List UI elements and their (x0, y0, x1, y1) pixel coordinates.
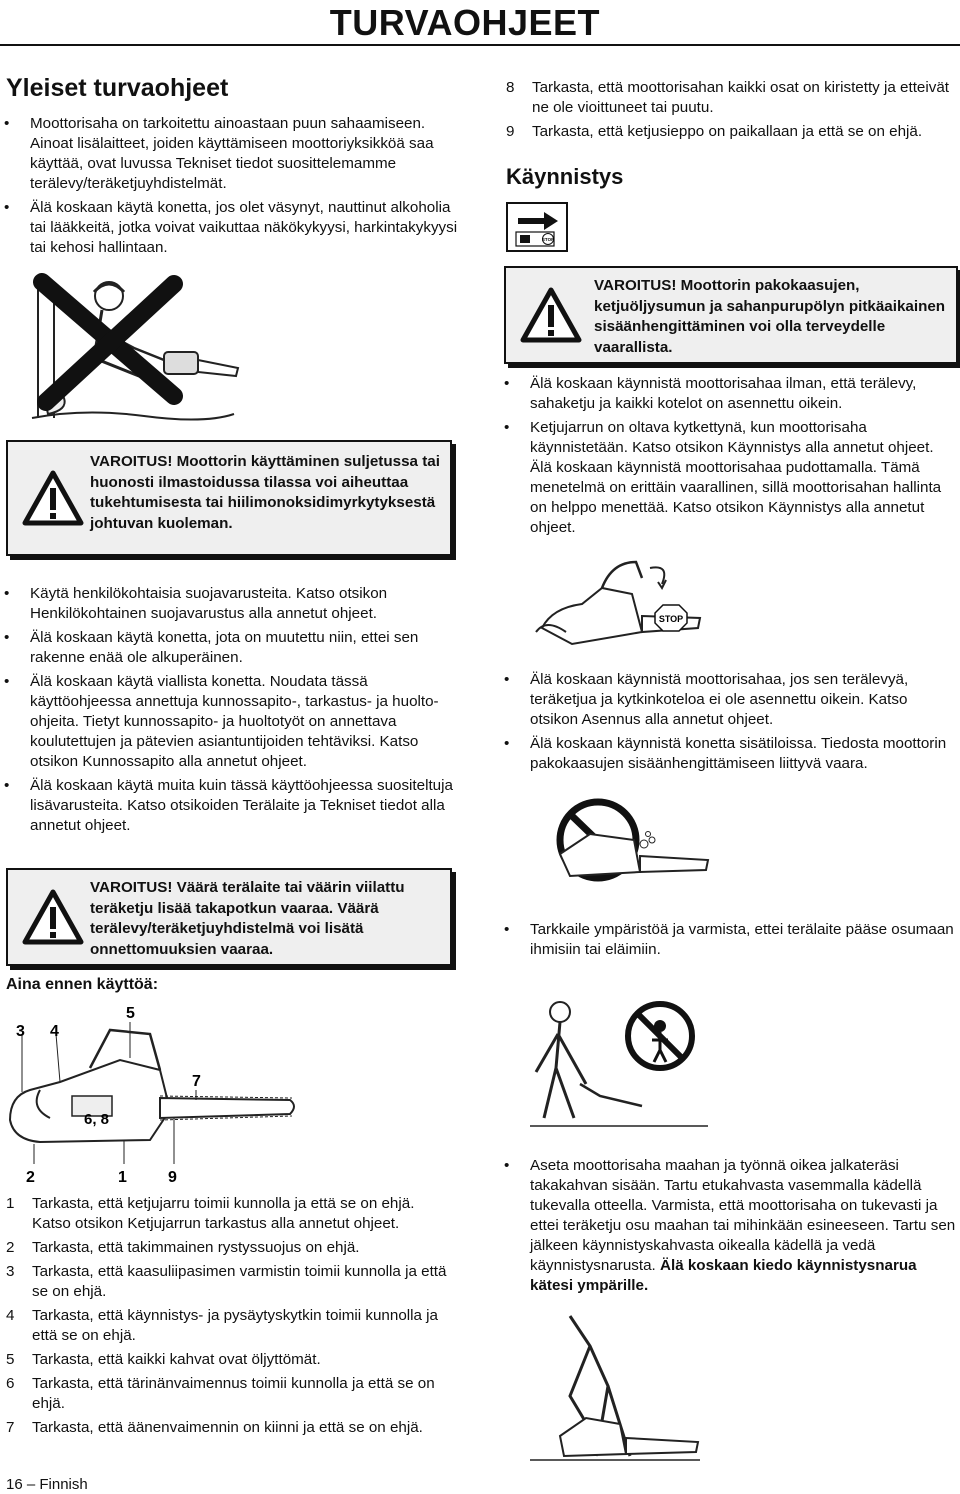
warning-triangle-icon (22, 470, 84, 526)
pre-use-checklist-continued (506, 78, 956, 146)
bold-warning-text: Älä koskaan kiedo käynnistysnarua kätesi ympärille. (530, 1257, 917, 1294)
diagram-label-1: 1 (118, 1169, 127, 1186)
diagram-label-4: 4 (50, 1023, 59, 1040)
no-indoor-use-illustration (530, 794, 710, 898)
header-rule (0, 44, 960, 46)
page-header-title: TURVAOHJEET (329, 2, 600, 43)
diagram-label-2: 2 (26, 1169, 35, 1186)
equipment-bullets (0, 584, 460, 840)
keep-distance-illustration (530, 988, 710, 1134)
list-item: 4 Tarkasta, että käynnistys- ja pysäytyskytkin toimii kunnolla ja että se on ehjä. (6, 1307, 439, 1344)
stop-label: STOP (658, 614, 684, 624)
warning-text: VAROITUS! Moottorin pakokaasujen, ketjuöljysumun ja sahanpurupölyn pitkäaikainen sisäänhengittäminen voi olla terveydelle vaarallista. (594, 277, 946, 356)
list-item: • Ketjujarrun on oltava kytkettynä, kun moottorisaha käynnistetään. Katso otsikon Käynnistys alla annetut ohjeet. Älä koskaan käynnistä moottorisahaa pudottamalla. Tämä menetelmä on erittäin vaarallinen, sillä moottorisahan hallinta on helppo menettää. Katso otsikon Käynnistys alla annetut ohjeet. (500, 418, 956, 538)
list-item: 3 Tarkasta, että kaasuliipasimen varmistin toimii kunnolla ja että se on ehjä. (6, 1263, 447, 1300)
warning-text: VAROITUS! Väärä terälaite tai väärin viilattu teräketju lisää takapotkun vaaraa. Väärä terälevy/teräketjuyhdistelmä voi lisätä onnettomuuksien vaaraa. (90, 879, 405, 958)
diagram-label-9: 9 (168, 1169, 177, 1186)
warning-box-exhaust (504, 266, 958, 364)
list-item: • Tarkkaile ympäristöä ja varmista, ettei terälaite pääse osumaan ihmisiin tai eläimiin. (500, 920, 956, 960)
tired-operator-illustration (24, 268, 244, 424)
list-item: • Älä koskaan käytä viallista konetta. Noudata tässä käyttöohjeessa annettuja kunnossapito-, tarkastus- ja huolto-ohjeita. Tietyt kunnossapito- ja huoltotyöt on annettava koulutettujen ja pätevien asiantuntijoiden tehtäviksi. Katso otsikon Kunnossapito alla annetut ohjeet. (0, 672, 460, 772)
warning-box-kickback (6, 868, 452, 966)
surroundings-bullets (500, 920, 956, 964)
list-item: 8 Tarkasta, että moottorisahan kaikki osat on kiristetty ja etteivät ne ole vioittuneet tai puutu. (506, 79, 950, 116)
list-item: 7 Tarkasta, että äänenvaimennin on kiinni ja että se on ehjä. (6, 1419, 423, 1436)
list-item: • Käytä henkilökohtaisia suojavarusteita. Katso otsikon Henkilökohtainen suojavarustus alla annetut ohjeet. (0, 584, 460, 624)
list-item: 5 Tarkasta, että kaikki kahvat ovat öljyttömät. (6, 1351, 321, 1368)
starting-position-bullets (500, 1156, 956, 1300)
general-safety-bullets (0, 114, 460, 262)
chain-brake-illustration (532, 548, 702, 652)
warning-triangle-icon (520, 287, 582, 343)
list-item: 9 Tarkasta, että ketjusieppo on paikallaan ja että se on ehjä. (506, 123, 923, 140)
ground-start-illustration (530, 1306, 700, 1466)
list-item: • Älä koskaan käytä konetta, jos olet väsynyt, nauttinut alkoholia tai lääkkeitä, jotka voivat vaikuttaa näkökykyysi, harkintakykyysi tai kehosi hallintaan. (0, 198, 460, 258)
list-item: • Älä koskaan käynnistä moottorisahaa, jos sen terälevyä, teräketjua ja kytkinkoteloa ei ole asennettu oikein. Katso otsikon Asennus alla annetut ohjeet. (500, 670, 956, 730)
stop-label: STOP (541, 237, 555, 242)
list-item: • Älä koskaan käynnistä konetta sisätiloissa. Tiedosta moottorin pakokaasujen sisäänhengittämiseen liittyvä vaara. (500, 734, 956, 774)
diagram-label-7: 7 (192, 1073, 201, 1090)
list-item: • Älä koskaan käytä muita kuin tässä käyttöohjeessa suositeltuja lisävarusteita. Katso otsikoiden Terälaite ja Tekniset tiedot alla annetut ohjeet. (0, 776, 460, 836)
pre-use-checklist (6, 1194, 456, 1442)
warning-text: VAROITUS! Moottorin käyttäminen suljetussa tai huonosti ilmastoidussa tilassa voi aiheuttaa tukehtumisesta tai hiilimonoksidimyrkytyksestä johtuvan kuoleman. (90, 453, 440, 532)
diagram-label-3: 3 (16, 1023, 25, 1040)
diagram-label-5: 5 (126, 1005, 135, 1022)
chainsaw-parts-diagram (0, 1000, 300, 1186)
list-item: • Älä koskaan käynnistä moottorisahaa ilman, että terälevy, sahaketju ja kaikki kotelot on asennettu oikein. (500, 374, 956, 414)
list-item: • Moottorisaha on tarkoitettu ainoastaan puun sahaamiseen. Ainoat lisälaitteet, joiden käyttämiseen moottoriyksikköä saa käyttää, ovat luvussa Tekniset tiedot suosittelemamme terälevy/teräketjuyhdistelmät. (0, 114, 460, 194)
warning-triangle-icon (22, 889, 84, 945)
list-item: 1 Tarkasta, että ketjujarru toimii kunnolla ja että se on ehjä. Katso otsikon Ketjujarrun tarkastus alla annetut ohjeet. (6, 1195, 415, 1232)
list-item: • Aseta moottorisaha maahan ja työnnä oikea jalkateräsi takakahvan sisään. Tartu etukahvasta vasemmalla kädellä tukevalla otteella. Varmista, että moottorisaha on tukevasti ja ettei teräketju osu maahan tai mihinkään esineeseen. Tartu sen jälkeen käynnistyskahvasta oikealla kädellä ja vedä käynnistysnarusta. Älä koskaan kiedo käynnistysnarua kätesi ympärille. (500, 1156, 956, 1296)
list-item: 2 Tarkasta, että takimmainen rystyssuojus on ehjä. (6, 1239, 360, 1256)
section-heading-general-safety: Yleiset turvaohjeet (6, 74, 229, 102)
page-footer: 16 – Finnish (6, 1476, 88, 1493)
diagram-label-6-8: 6, 8 (84, 1111, 110, 1128)
stop-sign-icon (654, 604, 688, 632)
warning-box-ventilation (6, 440, 452, 556)
section-heading-starting: Käynnistys (506, 164, 624, 189)
before-use-label: Aina ennen käyttöä: (6, 976, 159, 993)
list-item: 6 Tarkasta, että tärinänvaimennus toimii kunnolla ja että se on ehjä. (6, 1375, 435, 1412)
installation-bullets (500, 670, 956, 778)
start-stop-symbol-icon (506, 202, 568, 252)
starting-bullets (500, 374, 956, 542)
list-item: • Älä koskaan käytä konetta, jota on muutettu niin, ettei sen rakenne enää ole alkuperäinen. (0, 628, 460, 668)
